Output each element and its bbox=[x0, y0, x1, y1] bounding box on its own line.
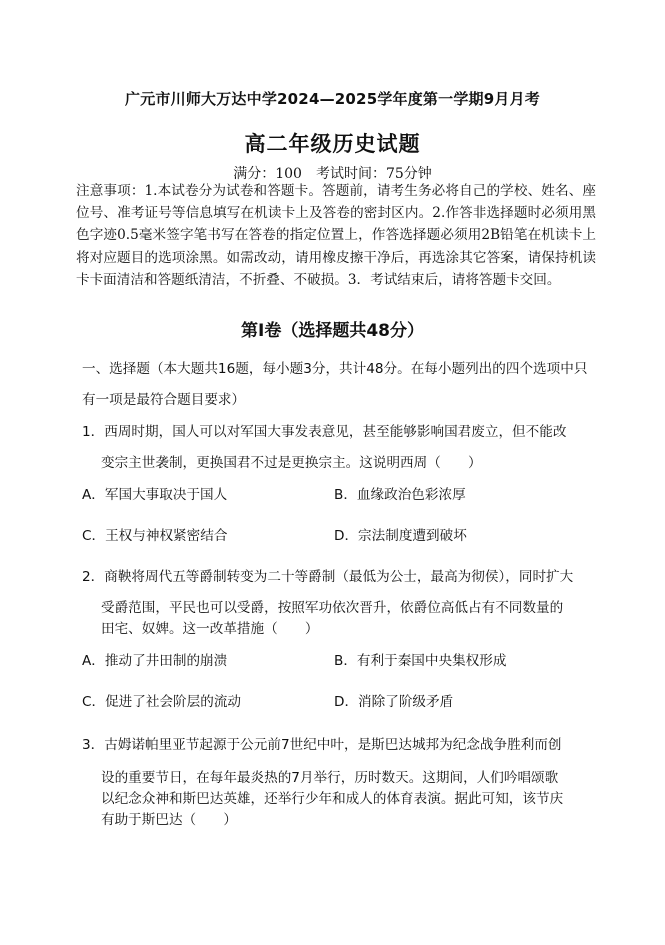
question-2-option-a: A．推动了井田制的崩溃 bbox=[82, 653, 228, 669]
question-3-line-3: 以纪念众神和斯巴达英雄，还举行少年和成人的体育表演。据此可知，该节庆 bbox=[101, 791, 564, 807]
question-1-option-a: A．军国大事取决于国人 bbox=[82, 487, 228, 503]
question-1-option-b: B．血缘政治色彩浓厚 bbox=[334, 487, 466, 503]
question-2-option-b: B．有利于秦国中央集权形成 bbox=[334, 653, 507, 669]
question-2-line-2: 受爵范围，平民也可以受爵，按照军功依次晋升，依爵位高低占有不同数量的 bbox=[101, 600, 564, 616]
question-1-option-d: D．宗法制度遭到破坏 bbox=[334, 528, 467, 544]
question-2-option-d: D．消除了阶级矛盾 bbox=[334, 694, 454, 710]
question-1-line-2: 变宗主世袭制，更换国君不过是更换宗主。这说明西周（ ） bbox=[101, 455, 482, 471]
score-time-line: 满分：100 考试时间：75分钟 bbox=[233, 166, 432, 182]
question-2-line-1: 2．商鞅将周代五等爵制转变为二十等爵制（最低为公士，最高为彻侯），同时扩大 bbox=[82, 569, 574, 585]
question-3-line-1: 3．古姆诺帕里亚节起源于公元前7世纪中叶，是斯巴达城邦为纪念战争胜利而创 bbox=[82, 737, 562, 753]
exam-notice: 注意事项：1.本试卷分为试卷和答题卡。答题前，请考生务必将自己的学校、姓名、座位号、准考证号等信息填写在机读卡上及答卷的密封区内。2.作答非选择题时必须用黑色字迹0.5毫米签字笔书写在答卷的指定位置上，作答选择题必须用2B铅笔在机读卡上将对应题目的选项涂黑。如需改动，请用橡皮擦干净后，再选涂其它答案，请保持机读卡卡面清洁和答题纸清洁，不折叠、不破损。3．考试结束后，请将答题卡交回。 bbox=[76, 183, 596, 288]
question-3-line-2: 设的重要节日，在每年最炎热的7月举行，历时数天。这期间，人们吟唱颂歌 bbox=[101, 770, 559, 786]
question-2-line-3: 田宅、奴婢。这一改革措施（ ） bbox=[101, 621, 319, 637]
question-1-option-c: C．王权与神权紧密结合 bbox=[82, 528, 228, 544]
exam-title: 高二年级历史试题 bbox=[244, 132, 421, 156]
question-1-line-1: 1．西周时期，国人可以对军国大事发表意见，甚至能够影响国君废立，但不能改 bbox=[82, 424, 567, 440]
question-2-option-c: C．促进了社会阶层的流动 bbox=[82, 694, 242, 710]
question-3-line-4: 有助于斯巴达（ ） bbox=[101, 812, 237, 828]
school-exam-heading: 广元市川师大万达中学2024—2025学年度第一学期9月月考 bbox=[125, 90, 540, 108]
section-title: 第Ⅰ卷（选择题共48分） bbox=[241, 321, 424, 341]
section-intro: 一、选择题（本大题共16题，每小题3分，共计48分。在每小题列出的四个选项中只有一项是最符合题目要求） bbox=[82, 361, 588, 408]
